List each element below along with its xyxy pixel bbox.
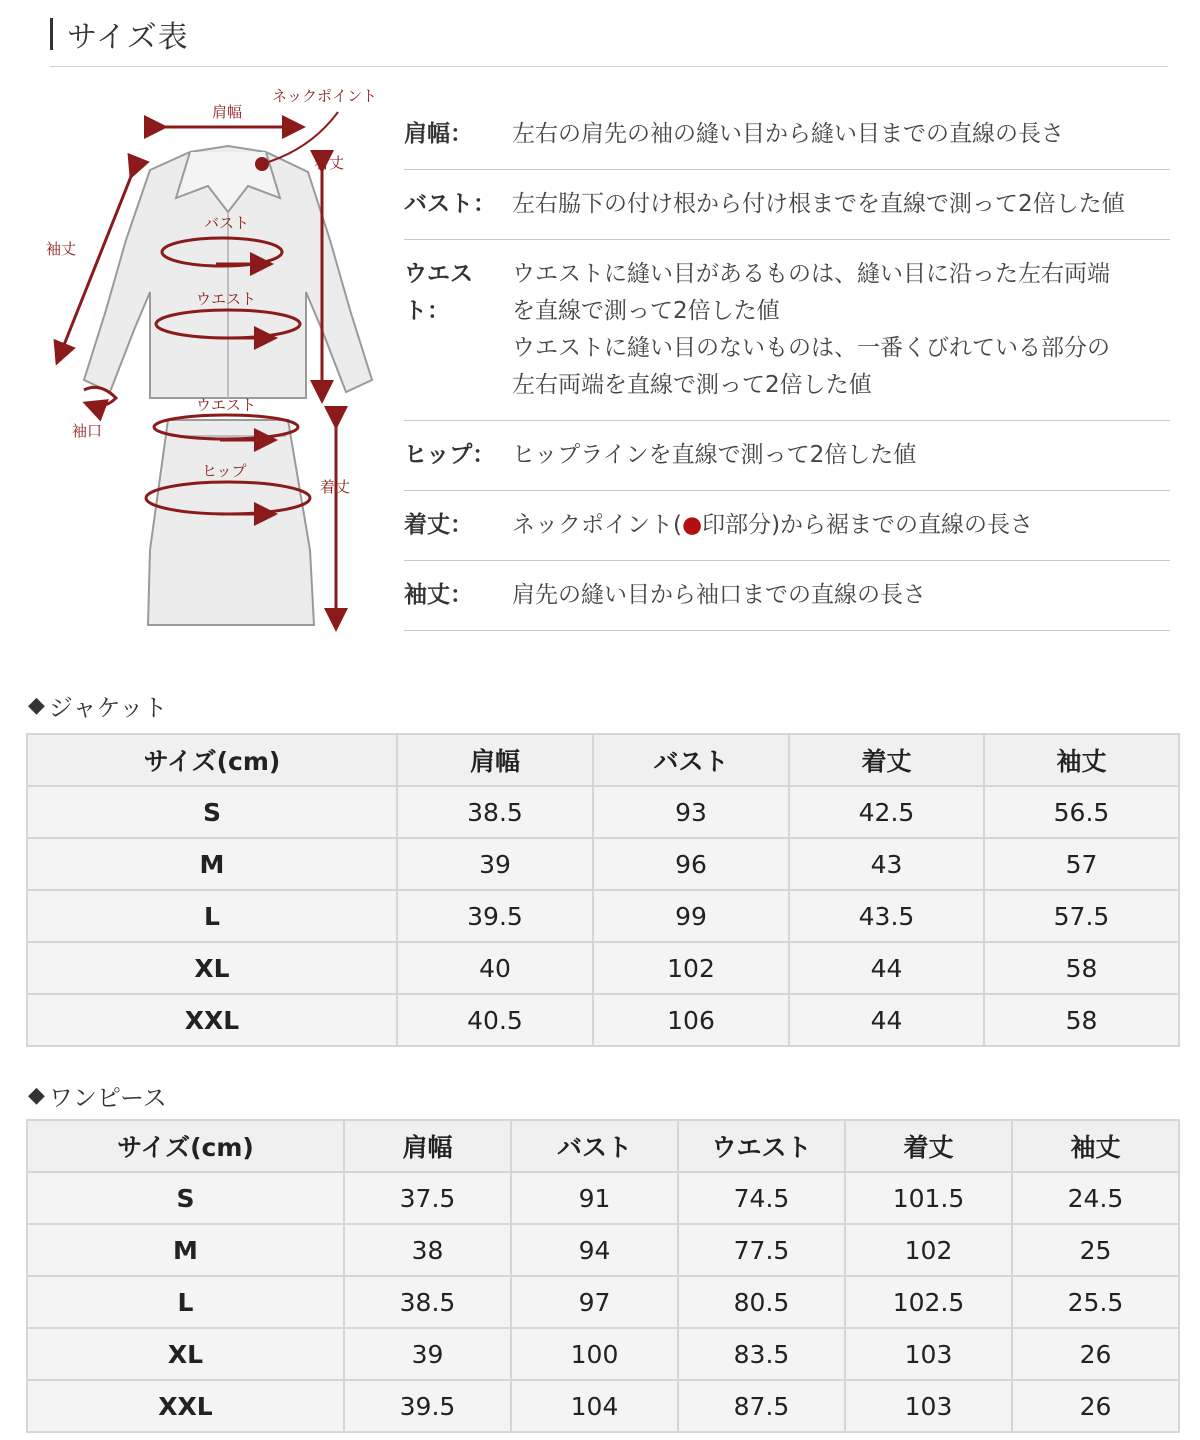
- label-hip: ヒップ: [202, 462, 247, 480]
- label-neck-point: ネックポイント: [272, 87, 378, 105]
- value-cell: 97: [511, 1276, 678, 1328]
- value-cell: 39: [397, 838, 593, 890]
- table-row: [27, 1276, 1179, 1328]
- column-header: バスト: [593, 734, 789, 786]
- value-cell: 58: [984, 942, 1179, 994]
- neck-point-dot-icon: ●: [681, 512, 703, 538]
- table-row: [27, 1328, 1179, 1380]
- value-cell: 56.5: [984, 786, 1179, 838]
- page-title: サイズ表: [67, 20, 189, 55]
- column-header: 袖丈: [984, 734, 1179, 786]
- size-cell: XXL: [27, 994, 397, 1046]
- table-row: [27, 942, 1179, 994]
- value-cell: 100: [511, 1328, 678, 1380]
- def-term: 着丈：: [404, 512, 473, 538]
- value-cell: 44: [789, 942, 984, 994]
- garment-illustration: [40, 80, 390, 640]
- column-header: 袖丈: [1012, 1120, 1179, 1172]
- size-cell: L: [27, 1276, 344, 1328]
- value-cell: 74.5: [678, 1172, 845, 1224]
- label-cuff: 袖口: [72, 422, 103, 440]
- value-cell: 26: [1012, 1328, 1179, 1380]
- def-term: ウエスト：: [404, 261, 473, 324]
- title-divider: [50, 66, 1168, 67]
- def-term: ヒップ：: [404, 442, 496, 468]
- value-cell: 103: [845, 1380, 1012, 1432]
- value-cell: 102: [845, 1224, 1012, 1276]
- value-cell: 40.5: [397, 994, 593, 1046]
- value-cell: 43: [789, 838, 984, 890]
- def-desc-line: を直線で測って2倍した値: [512, 298, 780, 324]
- def-desc: [512, 256, 1170, 404]
- value-cell: 103: [845, 1328, 1012, 1380]
- label-bust: バスト: [204, 214, 250, 232]
- skirt-shape: [148, 420, 314, 625]
- def-length: [404, 491, 1170, 561]
- title-accent-bar: [50, 18, 53, 50]
- label-sleeve: 袖丈: [46, 240, 77, 258]
- diamond-icon: ◆: [28, 693, 45, 718]
- size-cell: S: [27, 786, 397, 838]
- def-term: 肩幅：: [404, 121, 473, 147]
- size-cell: XXL: [27, 1380, 344, 1432]
- section-title: ジャケット: [48, 694, 168, 722]
- value-cell: 101.5: [845, 1172, 1012, 1224]
- value-cell: 83.5: [678, 1328, 845, 1380]
- column-header: サイズ(cm): [27, 1120, 344, 1172]
- value-cell: 39.5: [397, 890, 593, 942]
- section-label-onepiece: [28, 1078, 167, 1113]
- value-cell: 25: [1012, 1224, 1179, 1276]
- column-header: 肩幅: [344, 1120, 511, 1172]
- label-waist-bottom: ウエスト: [196, 396, 257, 414]
- def-shoulder: [404, 100, 1170, 170]
- column-header: 着丈: [789, 734, 984, 786]
- def-term: バスト：: [404, 191, 496, 217]
- def-desc-post: 印部分)から裾までの直線の長さ: [702, 512, 1034, 538]
- size-cell: XL: [27, 1328, 344, 1380]
- column-header: ウエスト: [678, 1120, 845, 1172]
- value-cell: 43.5: [789, 890, 984, 942]
- def-desc: [512, 507, 1170, 544]
- value-cell: 25.5: [1012, 1276, 1179, 1328]
- diamond-icon: ◆: [28, 1083, 45, 1108]
- value-cell: 40: [397, 942, 593, 994]
- value-cell: 37.5: [344, 1172, 511, 1224]
- section-title: ワンピース: [48, 1084, 167, 1112]
- def-sleeve: [404, 561, 1170, 631]
- table-row: [27, 786, 1179, 838]
- def-desc: ヒップラインを直線で測って2倍した値: [512, 442, 917, 468]
- table-row: [27, 838, 1179, 890]
- def-desc: 肩先の縫い目から袖口までの直線の長さ: [512, 582, 926, 608]
- column-header: 着丈: [845, 1120, 1012, 1172]
- table-row: [27, 1224, 1179, 1276]
- measurement-definitions: [404, 100, 1170, 631]
- def-desc: 左右脇下の付け根から付け根までを直線で測って2倍した値: [512, 191, 1125, 217]
- value-cell: 24.5: [1012, 1172, 1179, 1224]
- value-cell: 26: [1012, 1380, 1179, 1432]
- value-cell: 57.5: [984, 890, 1179, 942]
- def-hip: [404, 421, 1170, 491]
- value-cell: 94: [511, 1224, 678, 1276]
- value-cell: 42.5: [789, 786, 984, 838]
- value-cell: 44: [789, 994, 984, 1046]
- def-desc-pre: ネックポイント(: [512, 512, 682, 538]
- value-cell: 104: [511, 1380, 678, 1432]
- size-cell: L: [27, 890, 397, 942]
- column-header: バスト: [511, 1120, 678, 1172]
- value-cell: 39: [344, 1328, 511, 1380]
- onepiece-size-table: [26, 1119, 1180, 1433]
- size-cell: S: [27, 1172, 344, 1224]
- value-cell: 91: [511, 1172, 678, 1224]
- value-cell: 38.5: [397, 786, 593, 838]
- table-row: [27, 890, 1179, 942]
- value-cell: 99: [593, 890, 789, 942]
- measurement-diagram: [40, 80, 390, 640]
- size-cell: M: [27, 1224, 344, 1276]
- value-cell: 77.5: [678, 1224, 845, 1276]
- def-waist: [404, 240, 1170, 421]
- value-cell: 38: [344, 1224, 511, 1276]
- table-row: [27, 1172, 1179, 1224]
- section-label-jacket: [28, 688, 167, 723]
- size-cell: XL: [27, 942, 397, 994]
- table-row: [27, 994, 1179, 1046]
- value-cell: 102.5: [845, 1276, 1012, 1328]
- column-header: サイズ(cm): [27, 734, 397, 786]
- label-shoulder: 肩幅: [212, 103, 243, 121]
- value-cell: 102: [593, 942, 789, 994]
- table-header-row: [27, 734, 1179, 786]
- def-desc-line: 左右両端を直線で測って2倍した値: [512, 372, 872, 398]
- table-header-row: [27, 1120, 1179, 1172]
- value-cell: 39.5: [344, 1380, 511, 1432]
- page-title-row: [50, 14, 189, 54]
- def-desc: 左右の肩先の袖の縫い目から縫い目までの直線の長さ: [512, 121, 1064, 147]
- label-length-top: 着丈: [314, 154, 345, 172]
- def-desc-line: ウエストに縫い目のないものは、一番くびれている部分の: [512, 335, 1110, 361]
- value-cell: 80.5: [678, 1276, 845, 1328]
- label-length-bottom: 着丈: [320, 478, 351, 496]
- value-cell: 96: [593, 838, 789, 890]
- column-header: 肩幅: [397, 734, 593, 786]
- table-row: [27, 1380, 1179, 1432]
- value-cell: 58: [984, 994, 1179, 1046]
- value-cell: 93: [593, 786, 789, 838]
- def-bust: [404, 170, 1170, 240]
- jacket-size-table: [26, 733, 1180, 1047]
- value-cell: 87.5: [678, 1380, 845, 1432]
- label-waist-top: ウエスト: [196, 290, 257, 308]
- value-cell: 38.5: [344, 1276, 511, 1328]
- value-cell: 106: [593, 994, 789, 1046]
- value-cell: 57: [984, 838, 1179, 890]
- size-cell: M: [27, 838, 397, 890]
- def-term: 袖丈：: [404, 582, 473, 608]
- def-desc-line: ウエストに縫い目があるものは、縫い目に沿った左右両端: [512, 261, 1110, 287]
